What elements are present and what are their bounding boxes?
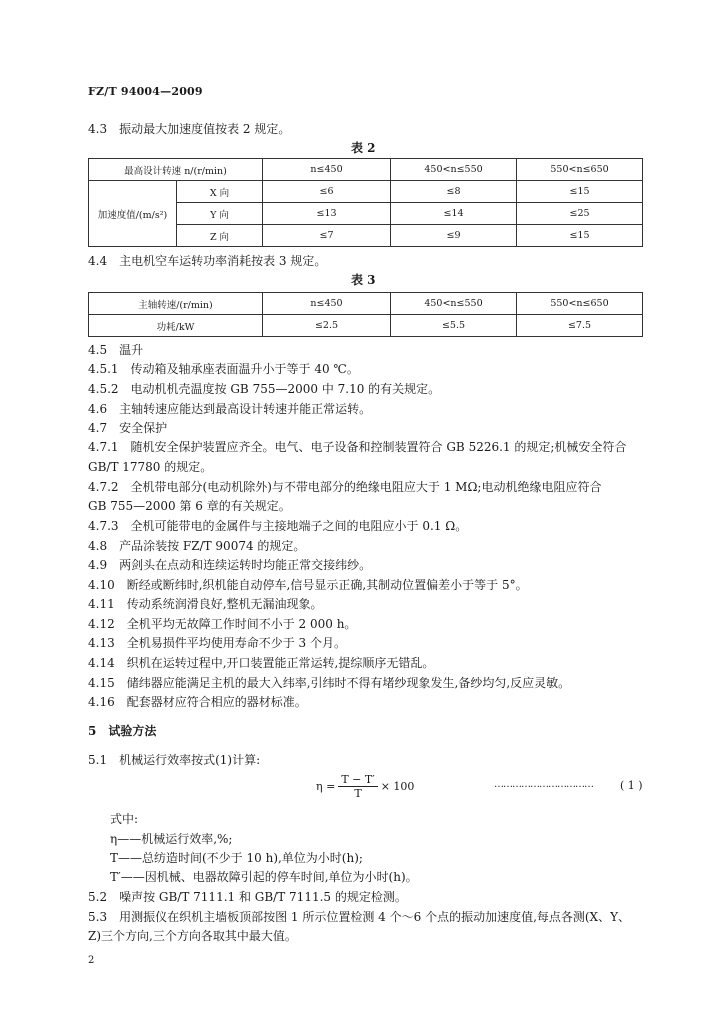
table-row — [89, 315, 643, 337]
definition-t-prime-text: ——因机械、电器故障引起的停车时间,单位为小时(h)。 — [120, 870, 418, 884]
table-cell: ≤8 — [391, 181, 517, 203]
clause-4-7-3: 4.7.3 全机可能带电的金属件与主接地端子之间的电阻应小于 0.1 Ω。 — [88, 519, 468, 533]
table-3-col-header: 450<n≤550 — [391, 293, 517, 315]
table-cell: ≤2.5 — [263, 315, 391, 337]
table-3-row-label: 功耗/kW — [89, 315, 263, 337]
table-2-direction: X 向 — [177, 181, 263, 203]
clause-4-8: 4.8 产品涂装按 FZ/T 90074 的规定。 — [88, 539, 306, 553]
clause-4-10: 4.10 断经或断纬时,织机能自动停车,信号显示正确,其制动位置偏差小于等于 5°。 — [88, 578, 528, 592]
table-2-col-header: 450<n≤550 — [391, 159, 517, 181]
table-cell: ≤9 — [391, 225, 517, 247]
clause-4-3: 4.3 振动最大加速度值按表 2 规定。 — [88, 122, 291, 136]
clause-4-5-2: 4.5.2 电动机机壳温度按 GB 755—2000 中 7.10 的有关规定。 — [88, 382, 441, 396]
clause-4-15: 4.15 储纬器应能满足主机的最大入纬率,引纬时不得有堵纱现象发生,备纱均匀,反应灵敏。 — [88, 676, 571, 690]
clause-4-11: 4.11 传动系统润滑良好,整机无漏油现象。 — [88, 597, 323, 611]
table-cell: ≤15 — [517, 225, 643, 247]
table-2-header-row — [89, 159, 643, 181]
standard-code-header: FZ/T 94004—2009 — [88, 85, 203, 98]
formula-denominator: T — [354, 786, 362, 800]
table-2-col-header: 550<n≤650 — [517, 159, 643, 181]
clause-5-2: 5.2 噪声按 GB/T 7111.1 和 GB/T 7111.5 的规定检测。 — [88, 890, 407, 904]
clause-5-1: 5.1 机械运行效率按式(1)计算: — [88, 753, 261, 767]
formula-where: 式中: — [110, 812, 139, 826]
table-2 — [88, 158, 643, 247]
clause-5-3: 5.3 用测振仪在织机主墙板顶部按图 1 所示位置检测 4 个～6 个点的振动加速度值,每点各测(X、Y、 — [88, 910, 631, 924]
table-3 — [88, 292, 643, 337]
clause-4-4: 4.4 主电机空车运转功率消耗按表 3 规定。 — [88, 254, 327, 268]
table-3-caption: 表 3 — [351, 273, 376, 287]
table-2-col-header: n≤450 — [263, 159, 391, 181]
clause-4-7-2-cont: GB 755—2000 第 6 章的有关规定。 — [88, 499, 291, 513]
clause-4-6: 4.6 主轴转速应能达到最高设计转速并能正常运转。 — [88, 402, 372, 416]
efficiency-formula — [316, 768, 414, 804]
table-cell: ≤13 — [263, 203, 391, 225]
clause-4-5: 4.5 温升 — [88, 343, 144, 357]
table-cell: ≤6 — [263, 181, 391, 203]
clause-4-7-1-cont: GB/T 17780 的规定。 — [88, 460, 213, 474]
table-cell: ≤7 — [263, 225, 391, 247]
clause-4-14: 4.14 织机在运转过程中,开口装置能正常运转,提综顺序无错乱。 — [88, 656, 435, 670]
table-cell: ≤5.5 — [391, 315, 517, 337]
clause-4-9: 4.9 两剑头在点动和连续运转时均能正常交接纬纱。 — [88, 558, 372, 572]
clause-4-13: 4.13 全机易损件平均使用寿命不少于 3 个月。 — [88, 636, 346, 650]
definition-t: T——总纺造时间(不少于 10 h),单位为小时(h); — [110, 851, 363, 865]
section-5-heading: 5 试验方法 — [88, 724, 157, 738]
definition-t-prime-symbol: T′ — [110, 870, 121, 884]
formula-lhs: η = — [316, 779, 336, 793]
table-2-row-group: 加速度值/(m/s²) — [89, 181, 177, 247]
table-3-col-header: 550<n≤650 — [517, 293, 643, 315]
table-2-direction: Z 向 — [177, 225, 263, 247]
formula-number: ( 1 ) — [620, 779, 643, 792]
page-number: 2 — [88, 955, 95, 966]
table-row — [89, 181, 643, 203]
table-cell: ≤14 — [391, 203, 517, 225]
table-2-caption: 表 2 — [351, 141, 376, 155]
table-cell: ≤7.5 — [517, 315, 643, 337]
definition-eta: η——机械运行效率,%; — [110, 832, 233, 846]
clause-4-7-1: 4.7.1 随机安全保护装置应齐全。电气、电子设备和控制装置符合 GB 5226.1 的规定;机械安全符合 — [88, 440, 627, 454]
clause-4-7: 4.7 安全保护 — [88, 421, 168, 435]
formula-numerator: T − T′ — [338, 773, 377, 787]
table-3-header-row — [89, 293, 643, 315]
clause-4-12: 4.12 全机平均无故障工作时间不小于 2 000 h。 — [88, 617, 357, 631]
formula-leader-dots: …………………………… — [494, 779, 593, 790]
clause-4-16: 4.16 配套器材应符合相应的器材标准。 — [88, 695, 307, 709]
definition-t-prime — [110, 870, 418, 884]
table-2-header-label: 最高设计转速 n/(r/min) — [89, 159, 263, 181]
formula-fraction — [338, 773, 377, 800]
clause-4-7-2: 4.7.2 全机带电部分(电动机除外)与不带电部分的绝缘电阻应大于 1 MΩ;电动机绝缘电阻应符合 — [88, 480, 602, 494]
table-3-header-label: 主轴转速/(r/min) — [89, 293, 263, 315]
table-3-col-header: n≤450 — [263, 293, 391, 315]
table-cell: ≤25 — [517, 203, 643, 225]
table-2-direction: Y 向 — [177, 203, 263, 225]
clause-5-3-cont: Z)三个方向,三个方向各取其中最大值。 — [88, 929, 297, 943]
formula-tail: × 100 — [380, 779, 415, 793]
clause-4-5-1: 4.5.1 传动箱及轴承座表面温升小于等于 40 ℃。 — [88, 362, 359, 376]
table-cell: ≤15 — [517, 181, 643, 203]
